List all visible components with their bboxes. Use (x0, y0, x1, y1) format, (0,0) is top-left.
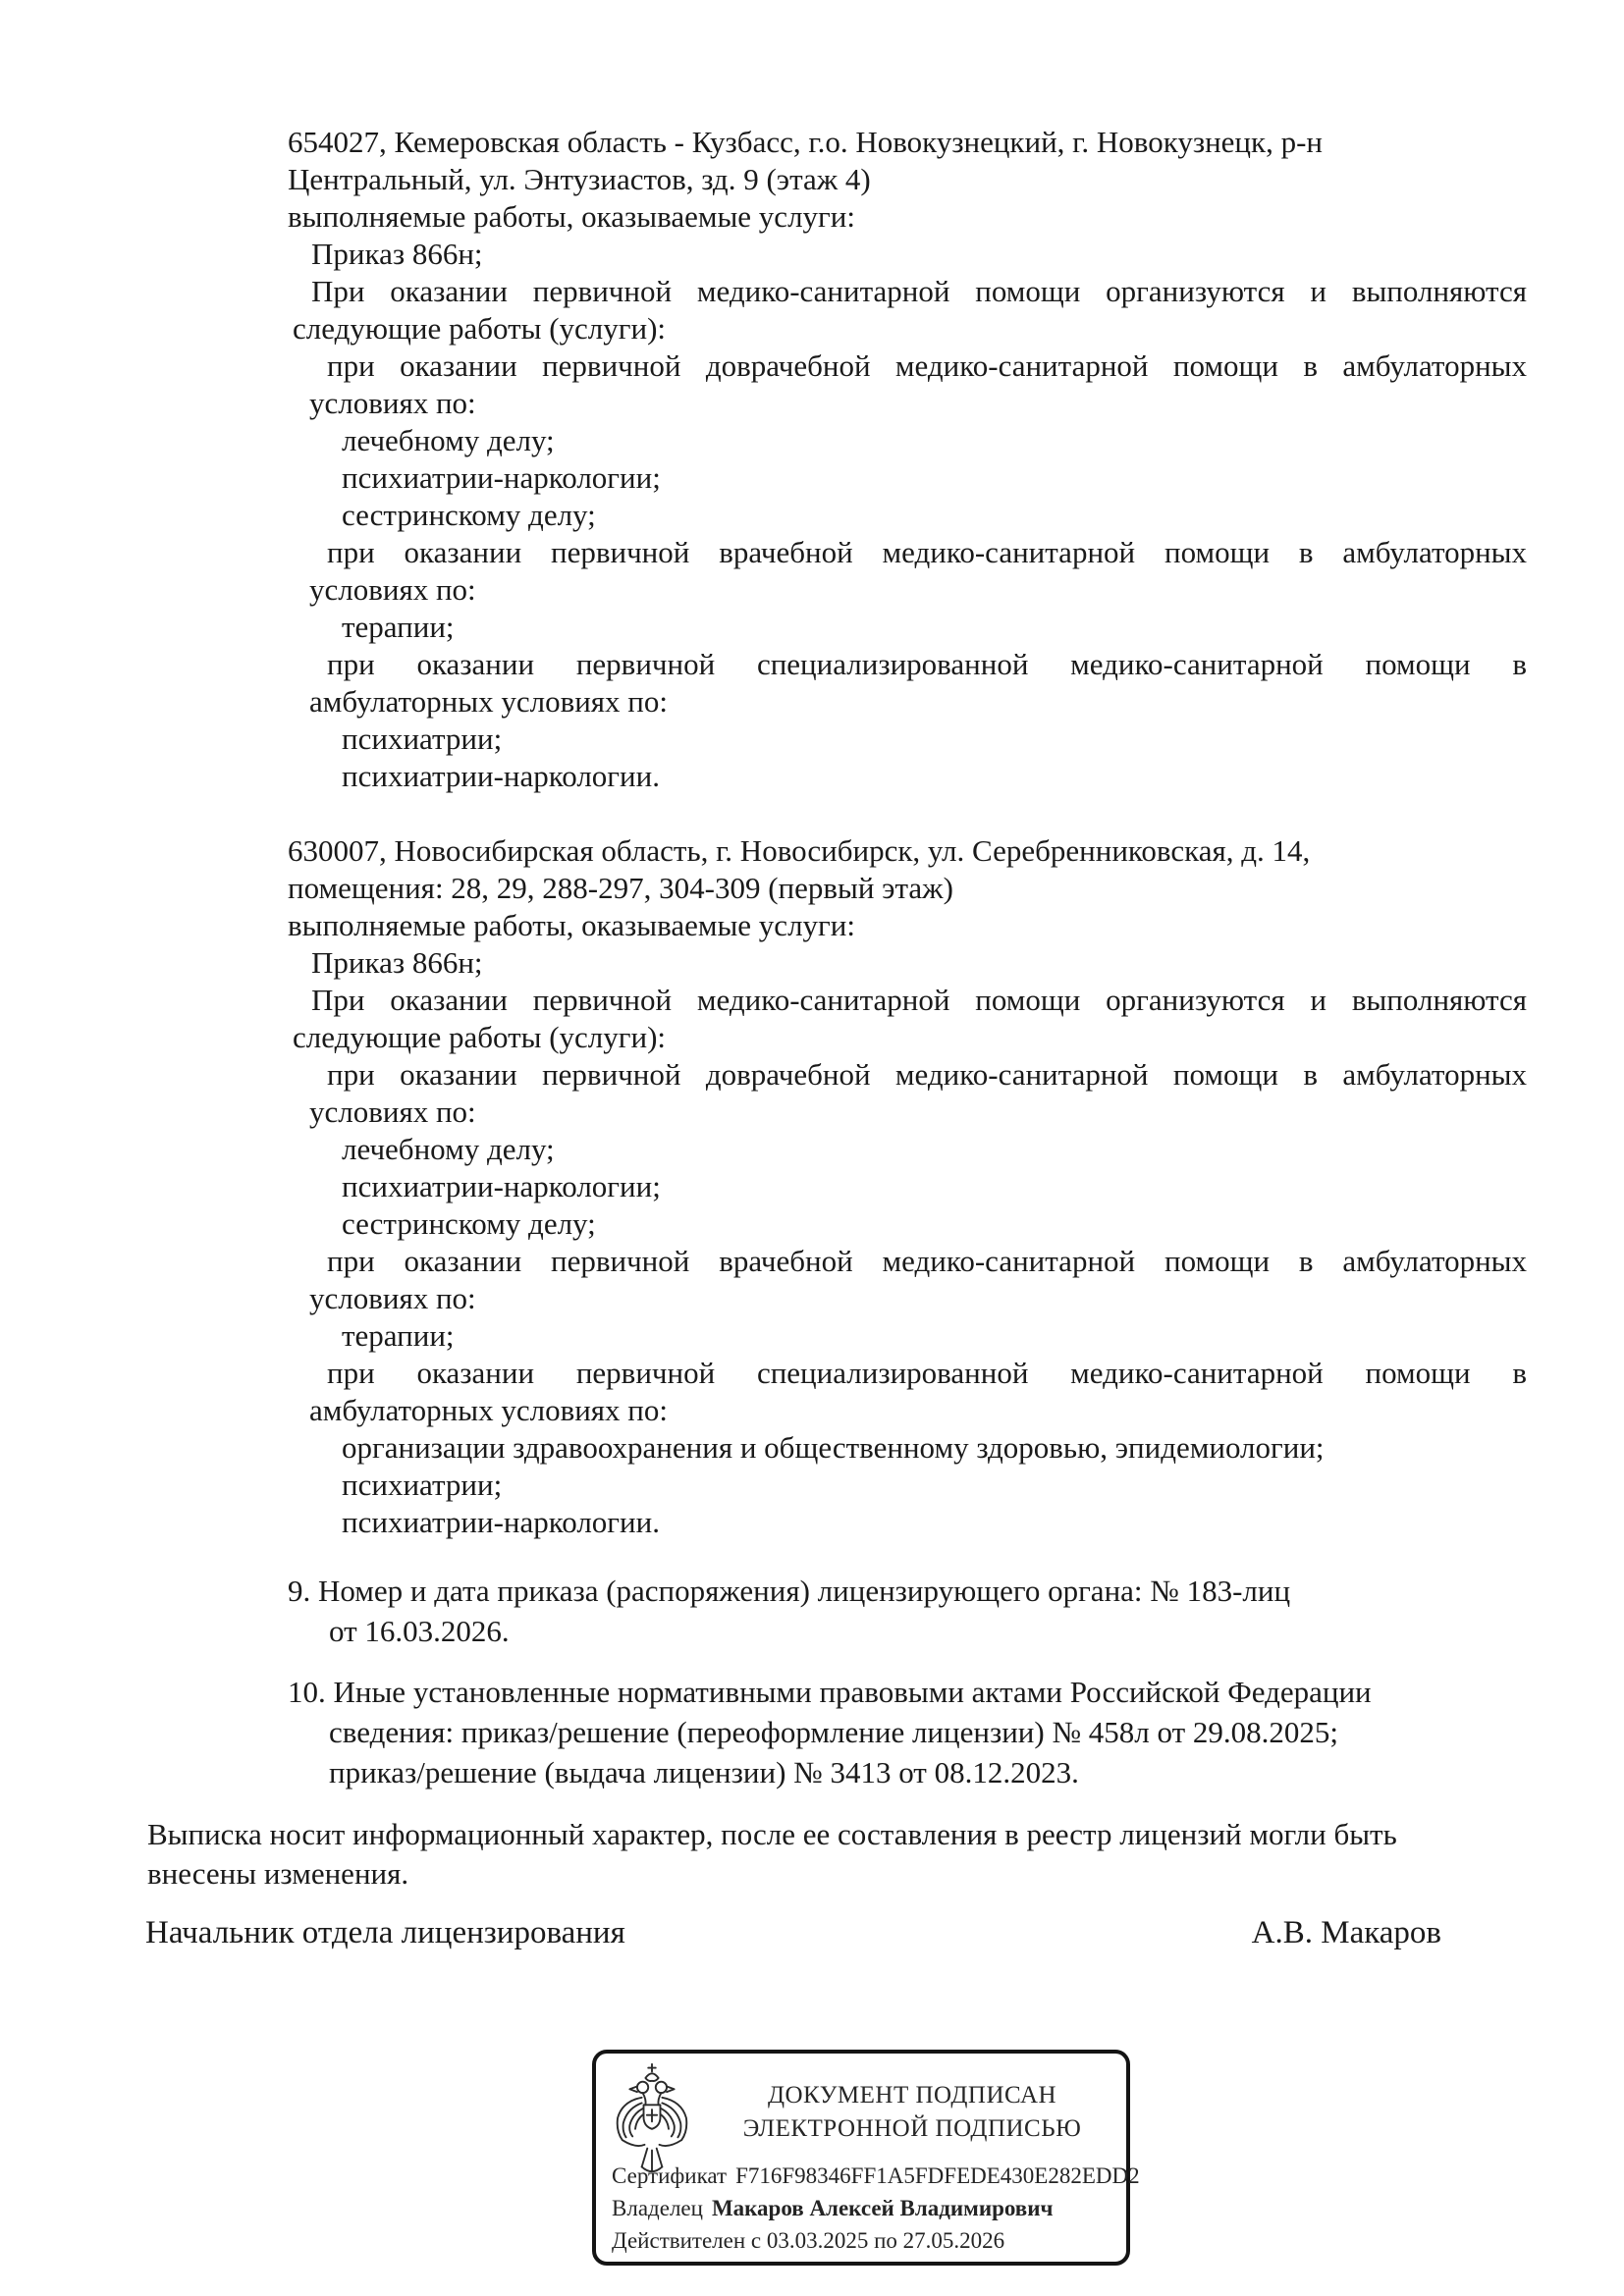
certificate-line (612, 2160, 1140, 2192)
service-line: психиатрии; (342, 1468, 503, 1502)
certificate-value: F716F98346FF1A5FDFEDE430E282EDD2 (735, 2163, 1140, 2188)
note-line: Выписка носит информационный характер, после ее составления в реестр лицензий могли быть (147, 1817, 1397, 1851)
service-line: следующие работы (услуги): (293, 311, 667, 346)
service-line: организации здравоохранения и общественному здоровью, эпидемиологии; (342, 1430, 1325, 1465)
service-line: психиатрии-наркологии. (342, 759, 660, 793)
service-line: условиях по: (309, 1281, 476, 1315)
service-line: лечебному делу; (342, 1132, 555, 1166)
service-line: психиатрии-наркологии; (342, 1169, 661, 1203)
service-line: условиях по: (309, 386, 476, 420)
clause-line: 9. Номер и дата приказа (распоряжения) лицензирующего органа: № 183-лиц (288, 1574, 1291, 1608)
service-line: При оказании первичной медико-санитарной помощи организуются и выполняются (311, 274, 1527, 308)
signature-position: Начальник отдела лицензирования (145, 1915, 625, 1950)
clause-9 (288, 1571, 1527, 1651)
note-line: внесены изменения. (147, 1856, 409, 1891)
address-line: помещения: 28, 29, 288-297, 304-309 (первый этаж) (288, 871, 953, 905)
service-line: Приказ 866н; (311, 237, 483, 271)
service-line: психиатрии; (342, 721, 503, 756)
service-line: лечебному делу; (342, 423, 555, 457)
service-line: при оказании первичной доврачебной медико-санитарной помощи в амбулаторных (327, 1057, 1527, 1092)
service-line: психиатрии-наркологии; (342, 460, 661, 495)
location-section (288, 832, 1527, 1541)
owner-line (612, 2192, 1116, 2224)
license-text-block (288, 124, 1527, 1792)
service-line: сестринскому делу; (342, 498, 596, 532)
validity-line: Действителен с 03.03.2025 по 27.05.2026 (612, 2228, 1005, 2253)
service-line: при оказании первичной врачебной медико-санитарной помощи в амбулаторных (327, 1244, 1527, 1278)
clause-line: от 16.03.2026. (329, 1614, 510, 1648)
service-line: при оказании первичной специализированной медико-санитарной помощи в (327, 647, 1527, 681)
owner-value: Макаров Алексей Владимирович (711, 2196, 1054, 2220)
service-line: при оказании первичной врачебной медико-санитарной помощи в амбулаторных (327, 535, 1527, 569)
service-line: психиатрии-наркологии. (342, 1505, 660, 1539)
electronic-signature-stamp (592, 2050, 1140, 2266)
service-line: следующие работы (услуги): (293, 1020, 667, 1054)
service-line: условиях по: (309, 572, 476, 607)
service-line: При оказании первичной медико-санитарной помощи организуются и выполняются (311, 983, 1527, 1017)
service-line: Приказ 866н; (311, 945, 483, 980)
address-line: 630007, Новосибирская область, г. Новосибирск, ул. Серебренниковская, д. 14, (288, 833, 1311, 868)
address-line: Центральный, ул. Энтузиастов, зд. 9 (этаж 4) (288, 162, 871, 196)
works-label: выполняемые работы, оказываемые услуги: (288, 908, 855, 942)
informational-note (147, 1815, 1526, 1894)
clause-line: сведения: приказ/решение (переоформление лицензии) № 458л от 29.08.2025; (329, 1715, 1338, 1749)
signature-name: А.В. Макаров (1251, 1915, 1441, 1950)
stamp-title (712, 2079, 1112, 2146)
service-line: при оказании первичной специализированной медико-санитарной помощи в (327, 1356, 1527, 1390)
certificate-label: Сертификат (612, 2163, 728, 2188)
clause-line: приказ/решение (выдача лицензии) № 3413 от 08.12.2023. (329, 1755, 1079, 1789)
service-line: сестринскому делу; (342, 1206, 596, 1241)
service-line: амбулаторных условиях по: (309, 1393, 669, 1427)
address-line: 654027, Кемеровская область - Кузбасс, г.о. Новокузнецкий, г. Новокузнецк, р-н (288, 125, 1323, 159)
stamp-title-line: ЭЛЕКТРОННОЙ ПОДПИСЬЮ (742, 2115, 1082, 2142)
works-label: выполняемые работы, оказываемые услуги: (288, 199, 855, 234)
location-section (288, 124, 1527, 795)
clause-10 (288, 1672, 1527, 1792)
service-line: терапии; (342, 610, 455, 644)
owner-label: Владелец (612, 2196, 703, 2220)
service-line: амбулаторных условиях по: (309, 684, 669, 719)
stamp-title-line: ДОКУМЕНТ ПОДПИСАН (767, 2082, 1057, 2109)
service-line: условиях по: (309, 1095, 476, 1129)
clause-line: 10. Иные установленные нормативными правовыми актами Российской Федерации (288, 1675, 1372, 1709)
service-line: при оказании первичной доврачебной медико-санитарной помощи в амбулаторных (327, 348, 1527, 383)
signature-row (145, 1915, 1441, 1951)
stamp-details (612, 2160, 1140, 2257)
service-line: терапии; (342, 1318, 455, 1353)
